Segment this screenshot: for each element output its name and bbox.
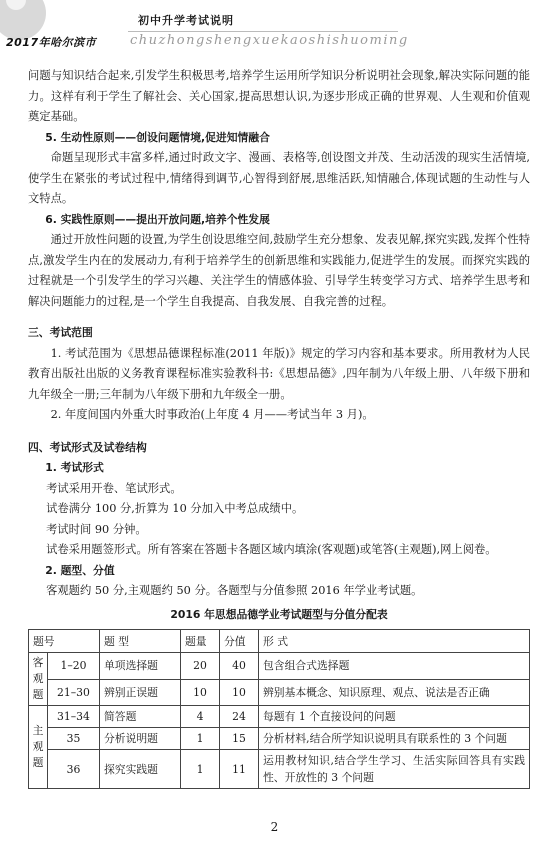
objective-category: 客观题 — [29, 653, 48, 706]
section-3-item-2: 2. 年度间国内外重大时事政治(上年度 4 月——考试当年 3 月)。 — [50, 408, 374, 421]
cell-no: 21–30 — [48, 679, 100, 706]
score-table — [28, 629, 530, 789]
cell-form: 运用教材知识,结合学生学习、生活实际回答具有实践性、开放性的 3 个问题 — [259, 750, 530, 789]
header-year-city: 2017年哈尔滨市 — [6, 36, 97, 49]
principle-5-heading: 5. 生动性原则——创设问题情境,促进知情融合 — [45, 130, 270, 144]
table-row — [29, 679, 530, 706]
header-count: 题量 — [181, 630, 220, 653]
cell-form: 每题有 1 个直接设问的问题 — [259, 706, 530, 728]
principle-6-heading: 6. 实践性原则——提出开放问题,培养个性发展 — [45, 212, 270, 226]
table-row — [29, 653, 530, 680]
principle-5-text: 命题呈现形式丰富多样,通过时政文字、漫画、表格等,创设图文并茂、生动活泼的现实生活情境,使学生在紧张的考试过程中,情绪得到调节,心智得到舒展,思维活跃,知情融合,体现试题的生动性与人文特点。 — [28, 151, 530, 205]
header-form: 形 式 — [259, 630, 530, 653]
cell-score: 15 — [220, 728, 259, 750]
cell-count: 1 — [181, 728, 220, 750]
table-row — [29, 750, 530, 789]
cell-count: 1 — [181, 750, 220, 789]
exam-form-line-3: 考试时间 90 分钟。 — [46, 522, 147, 536]
subjective-category: 主观题 — [29, 706, 48, 789]
principle-6-text: 通过开放性问题的设置,为学生创设思维空间,鼓励学生充分想象、发表见解,探究实践,发挥个性特点,激发学生内在的发展动力,有利于培养学生的创新思维和实践能力,促进学生的发展。而探究实践的过程就是一个引发学生的学习兴趣、关注学生的情感体验、引导学生转变学习方式、培养学生思考和解决问题能力的过程,是一个学生自我提高、自我发展、自我完善的过程。 — [28, 233, 530, 308]
cell-count: 20 — [181, 653, 220, 680]
exam-form-line-2: 试卷满分 100 分,折算为 10 分加入中考总成绩中。 — [46, 502, 304, 515]
cell-no: 31–34 — [48, 706, 100, 728]
header-question-no: 题号 — [29, 630, 100, 653]
paragraph-continued: 问题与知识结合起来,引发学生积极思考,培养学生运用所学知识分析说明社会现象,解决实际问题的能力。这样有利于学生了解社会、关心国家,提高思想认识,为逐步形成正确的世界观、人生观和价值观奠定基础。 — [28, 69, 530, 123]
table-header-row — [29, 630, 530, 653]
table-row — [29, 706, 530, 728]
cell-count: 4 — [181, 706, 220, 728]
cell-count: 10 — [181, 679, 220, 706]
cell-score: 24 — [220, 706, 259, 728]
exam-form-line-4: 试卷采用题签形式。所有答案在答题卡各题区域内填涂(客观题)或笔答(主观题),网上阅卷。 — [46, 543, 497, 556]
cell-type: 分析说明题 — [100, 728, 181, 750]
header-divider — [128, 31, 398, 32]
cell-no: 35 — [48, 728, 100, 750]
section-4-heading: 四、考试形式及试卷结构 — [28, 440, 147, 454]
header-question-type: 题 型 — [100, 630, 181, 653]
cell-score: 10 — [220, 679, 259, 706]
section-3-item-1: 1. 考试范围为《思想品德课程标准(2011 年版)》规定的学习内容和基本要求。所用教材为人民教育出版社出版的义务教育课程标准实验教科书:《思想品德》,四年制为八年级上册、八年级下册和九年级全一册;三年制为八年级下册和九年级全一册。 — [28, 346, 530, 401]
page-header — [0, 0, 549, 62]
cell-type: 单项选择题 — [100, 653, 181, 680]
table-row — [29, 728, 530, 750]
exam-form-line-1: 考试采用开卷、笔试形式。 — [46, 481, 182, 495]
document-body — [28, 66, 530, 789]
header-pinyin: chuzhongshengxuekaoshishuoming — [130, 33, 409, 48]
cell-type: 探究实践题 — [100, 750, 181, 789]
section-3-heading: 三、考试范围 — [28, 326, 93, 339]
cell-score: 40 — [220, 653, 259, 680]
cell-form: 辨别基本概念、知识原理、观点、说法是否正确 — [259, 679, 530, 706]
page-number: 2 — [270, 820, 279, 834]
score-distribution-line: 客观题约 50 分,主观题约 50 分。各题型与分值参照 2016 年学业考试题。 — [46, 584, 423, 597]
cell-type: 辨别正误题 — [100, 679, 181, 706]
header-title: 初中升学考试说明 — [138, 14, 234, 27]
table-title: 2016 年思想品德学业考试题型与分值分配表 — [170, 607, 388, 621]
cell-no: 1–20 — [48, 653, 100, 680]
section-4-sub-2: 2. 题型、分值 — [45, 563, 115, 577]
cell-no: 36 — [48, 750, 100, 789]
cell-form: 包含组合式选择题 — [259, 653, 530, 680]
cell-score: 11 — [220, 750, 259, 789]
header-score: 分值 — [220, 630, 259, 653]
cell-type: 简答题 — [100, 706, 181, 728]
cell-form: 分析材料,结合所学知识说明具有联系性的 3 个问题 — [259, 728, 530, 750]
section-4-sub-1: 1. 考试形式 — [45, 461, 104, 474]
